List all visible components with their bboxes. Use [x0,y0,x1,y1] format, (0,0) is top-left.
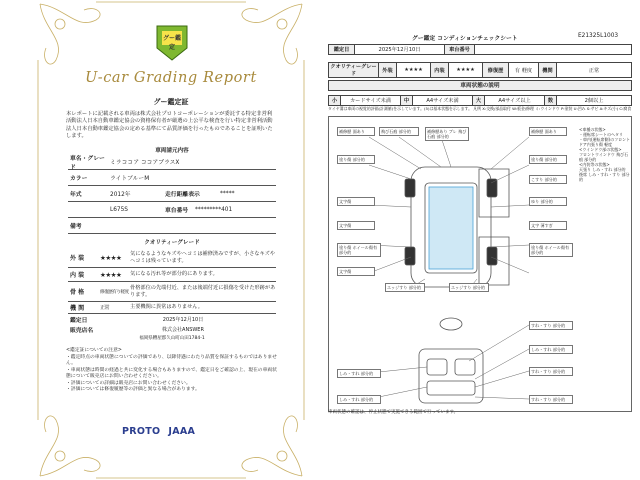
grading-certificate [36,0,306,480]
row-key: カラー [70,176,88,182]
note-line: <内装等の状態> [579,162,610,167]
note-line: <鑑定証についての注意> [66,348,122,353]
part-label: 塗り傷 ホイール傷有 部分的 [337,243,381,257]
sheet-title: グー鑑定 コンディションチェックシート [412,36,518,42]
row-stars: ★★★★ [100,253,122,262]
part-label: エッジすり 部分的 [449,283,489,292]
quality-row-engine [68,302,276,314]
vehicle-section-title: 車両請元内容 [155,148,189,154]
row-key: 内 装 [70,272,85,279]
jaaa-logo: JAAA [168,425,196,437]
row-key: 車名・グレード [70,155,105,171]
size-label: 中 [401,96,413,106]
vehicle-row-color [68,170,276,186]
cell-label: 外装 [379,63,397,78]
quality-section-title: クオリティーグレード [144,240,200,246]
part-label: 塗り傷 ホイール傷有 部分的 [529,243,573,257]
cell-value: 有 軽度 [509,63,539,78]
part-label: 塗り傷 部分的 [529,155,567,164]
row-key: 備考 [70,224,82,230]
vehicle-diagram [328,116,632,412]
note-line: 後席 しみ・すれ・すり 部分的 [579,172,630,182]
row-key: 年式 [70,192,82,198]
size-legend-table [328,95,632,106]
note-line: ・評価については修復履歴等の評価と異なる場合があります。 [66,387,200,392]
car-number-value [475,45,632,55]
part-label: しみ・すれ 部分的 [337,369,381,378]
row-value: 株式会社ANSWER [162,326,204,333]
cell-label: 内装 [431,63,449,78]
row-key: 鑑定日 [70,317,88,324]
footer-logos [122,423,222,439]
quality-row-exterior [68,248,276,268]
part-label: すれ・すり 部分的 [529,395,573,404]
part-label: すれ・すり 部分的 [529,367,573,376]
size-label: 大 [473,96,485,106]
part-label: 補修歴 面あり [529,127,567,136]
status-head: 車両状態の説明 [328,80,632,91]
part-label: 文字 薄すぎ [529,221,567,230]
part-label: 補修歴 面あり [337,127,375,136]
issuer-row [68,324,276,334]
vehicle-row-notes [68,218,276,234]
cell-value: 正常 [557,63,632,78]
goo-kantei-logo [153,22,191,62]
row-value: L675S [110,206,128,213]
condition-check-sheet [320,0,640,480]
part-label: ゆり 部分的 [529,197,567,206]
cell-value: ★★★★ [449,63,483,78]
part-label: 文字傷 [337,267,375,276]
row-value: ライトブルーM [110,176,150,182]
size-value: A4サイズ以上 [485,96,545,106]
cell-value: ★★★★ [397,63,431,78]
row-value: 2025年12月10日 [162,316,204,323]
sheet-header-table [328,44,632,55]
row-key: 骨 格 [70,289,85,296]
legend-text: タイヤ溝は車両の視覚的評価(計測値)を示しています。(5)は基本状態を示します。 凡例 X:交換/部品取付 W:板金/修理 ミ:ウインドウ P:塗装 U:凹み S:サビ A:キズ(小) C:腐食 [328,106,632,111]
car-number-label: 車台番号 [445,45,475,55]
issuer-address: 福岡県糟屋郡久山町山田1784-1 [139,336,205,341]
note-line: ・鑑定時点の車両状態についての評価であり、以降待遇にわたり品質を保証するものではありません。 [66,354,277,366]
vehicle-row-year [68,186,276,202]
part-label: 補修歴あり ブレ 飛び石痕 部分的 [425,127,469,141]
row-desc: 気になる汚れ等が部分的にあります。 [130,271,218,278]
part-label: こすり 部分的 [529,175,567,184]
row-stars: 修復歴有り軽度 [100,289,129,295]
part-label: 文字傷 [337,197,375,206]
size-value: カードサイズ未満 [341,96,401,106]
size-value: 2個以上 [557,96,632,106]
part-label: エッジすり 部分的 [385,283,425,292]
note-line: 天張り しみ・すれ 部分的 [579,167,626,172]
note-line: フロントウインドウ 飛び石痕 部分的 [579,152,629,162]
cell-label: 機関 [539,63,557,78]
row-key: 販売店名 [70,327,94,334]
part-label: 飛び石痕 部分的 [379,127,419,136]
certificate-intro: 本レポートに記載される車両は株式会社プロトコーポレーションが委託する特定非営利活動法人日本自動車鑑定協会の資格保有者が厳選の上公平な検査を行い特定非営利活動法人日本自動車鑑定協会の定める基準にて品質評価を行ったものであることを証明いたします。 [66,111,273,140]
row-key: 機 関 [70,305,85,312]
issue-date-row [68,314,276,324]
logo-text: グー鑑定 [162,35,181,51]
size-value: A4サイズ未満 [413,96,473,106]
vehicle-row-name [68,154,276,170]
row-value-2: *********401 [195,206,233,213]
condition-notes [579,127,631,182]
quality-row-interior [68,268,276,282]
note-line: ・運転席シートのヘタリ [579,132,623,137]
size-label: 小 [329,96,341,106]
part-label: すれ・すり 部分的 [529,321,573,330]
note-line: <ウインドウ部の状態> [579,147,622,152]
quality-grade-table [328,62,632,78]
row-value-2: ***** [220,190,235,197]
size-label: 数 [545,96,557,106]
row-key-2: 車台番号 [165,208,189,214]
certificate-notes [66,348,278,394]
part-label: しみ・すれ 部分的 [529,345,573,354]
proto-logo: PROTO [122,425,161,437]
cell-label: 修復歴 [483,63,509,78]
sheet-footnote: 車両状態の確認は、停止状態で実施できる範囲で行っています。 [328,410,459,415]
part-label: 塗り傷 部分的 [337,155,375,164]
row-stars: ★★★★ [100,270,122,279]
sheet-code: E21325L1003 [578,33,619,39]
note-line: ・車内(運転席側)のフロントドア内張り傷 軽度 [579,137,631,147]
quality-row-frame [68,282,276,302]
report-title: U-car Grading Report [85,70,257,86]
certificate-label: グー鑑定証 [153,98,189,106]
row-key-2: 走行距離表示 [165,192,200,198]
row-stars: 正常 [100,305,110,311]
note-line: <車種の状態> [579,127,606,132]
part-label: しみ・すれ 部分的 [337,395,381,404]
note-line: ・評価についての詳細は販売店にお問い合わせください。 [66,380,191,386]
row-value: ミラココア ココアプラスX [110,160,180,166]
date-value: 2025年12月10日 [355,45,445,55]
row-desc: 主要機関に異常はありません。 [130,304,203,311]
row-desc: 骨格部位の先端付近、または後端付近に損傷を受けた形跡があります。 [130,284,276,298]
note-line: ・車両状態は時間の経過と共に変化する場合もありますので、鑑定日をご確認の上、現在の車両状態について販売店にお問い合わせください。 [66,367,277,379]
row-value: 2012年 [110,192,131,198]
date-label: 鑑定日 [329,45,355,55]
part-label: 文字傷 [337,221,375,230]
quality-grade-label: クオリティーグレード [330,64,377,77]
vehicle-row-model [68,202,276,218]
row-desc: 気になるようなキズやヘコミは補修済みですが、小さなキズやヘコミは残っています。 [130,250,276,264]
row-key: 外 装 [70,255,85,262]
